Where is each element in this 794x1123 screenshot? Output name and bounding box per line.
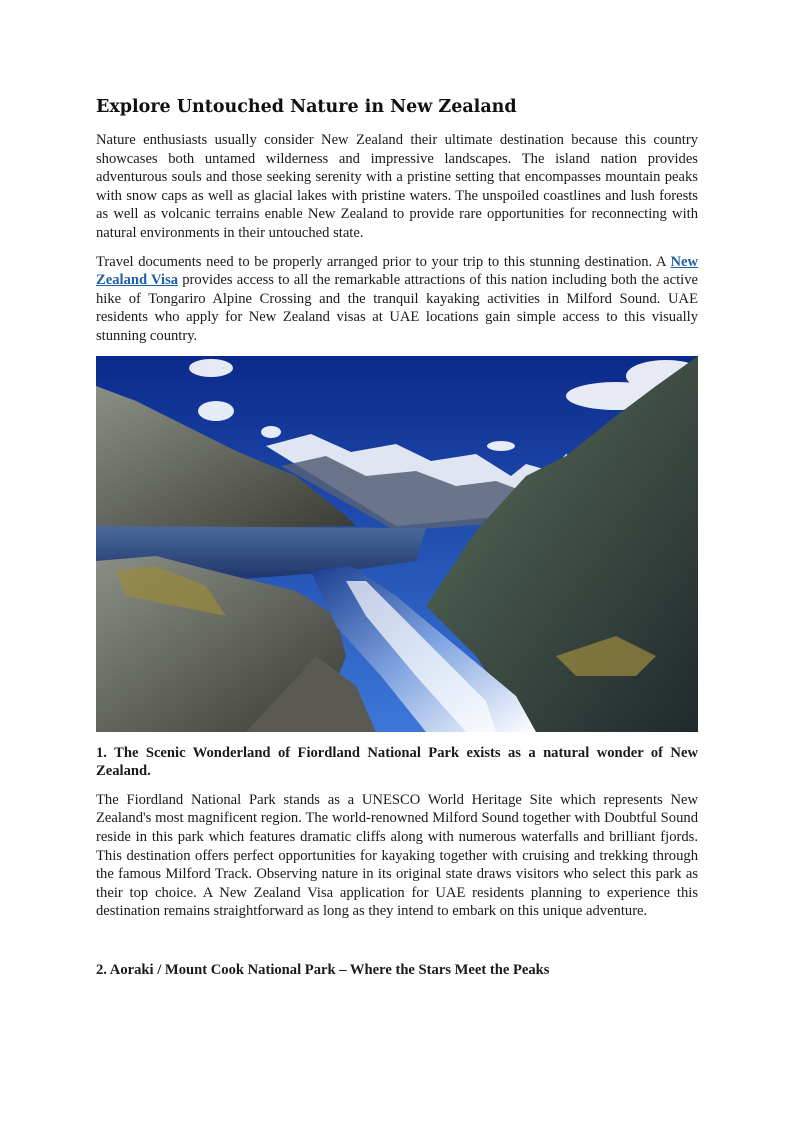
landscape-illustration [96,356,698,732]
page-title: Explore Untouched Nature in New Zealand [96,97,517,117]
section-1-heading: 1. The Scenic Wonderland of Fiordland National Park exists as a natural wonder of New Zealand. [96,744,698,780]
travel-text-before: Travel documents need to be properly arranged prior to your trip to this stunning destination. A [96,253,671,270]
intro-paragraph: Nature enthusiasts usually consider New Zealand their ultimate destination because this country showcases both untamed wilderness and impressive landscapes. The island nation provides adventurous souls and those seeking serenity with a pristine setting that encompasses mountain peaks with snow caps as well as glacial lakes with pristine waters. The unspoiled coastlines and lush forests as well as volcanic terrains enable New Zealand to provide rare opportunities for reconnecting with natural environments in their untouched state. [96,132,698,241]
new-zealand-visa-link[interactable]: New Zealand Visa [96,253,698,289]
fiordland-landscape-photo [96,356,698,732]
document-content [96,94,698,989]
travel-paragraph [96,253,698,346]
section-1-paragraph: The Fiordland National Park stands as a UNESCO World Heritage Site which represents New Zealand's most magnificent region. The world-renowned Milford Sound together with Doubtful Sound reside in this park which features dramatic cliffs along with numerous waterfalls and brilliant fjords. This destination offers perfect opportunities for kayaking together with cruising and trekking through the famous Milford Track. Observing nature in its original state draws visitors who select this park as their top choice. A New Zealand Visa application for UAE residents planning to experience this destination remains straightforward as long as they intend to embark on this unique adventure. [96,791,698,920]
section-2-heading: 2. Aoraki / Mount Cook National Park – Where the Stars Meet the Peaks [96,961,550,978]
travel-text-after: provides access to all the remarkable attractions of this nation including both the active hike of Tongariro Alpine Crossing and the tranquil kayaking activities in Milford Sound. UAE residents who apply for New Zealand visas at UAE locations gain simple access to this visually stunning country. [96,272,698,344]
spacer [96,931,698,961]
